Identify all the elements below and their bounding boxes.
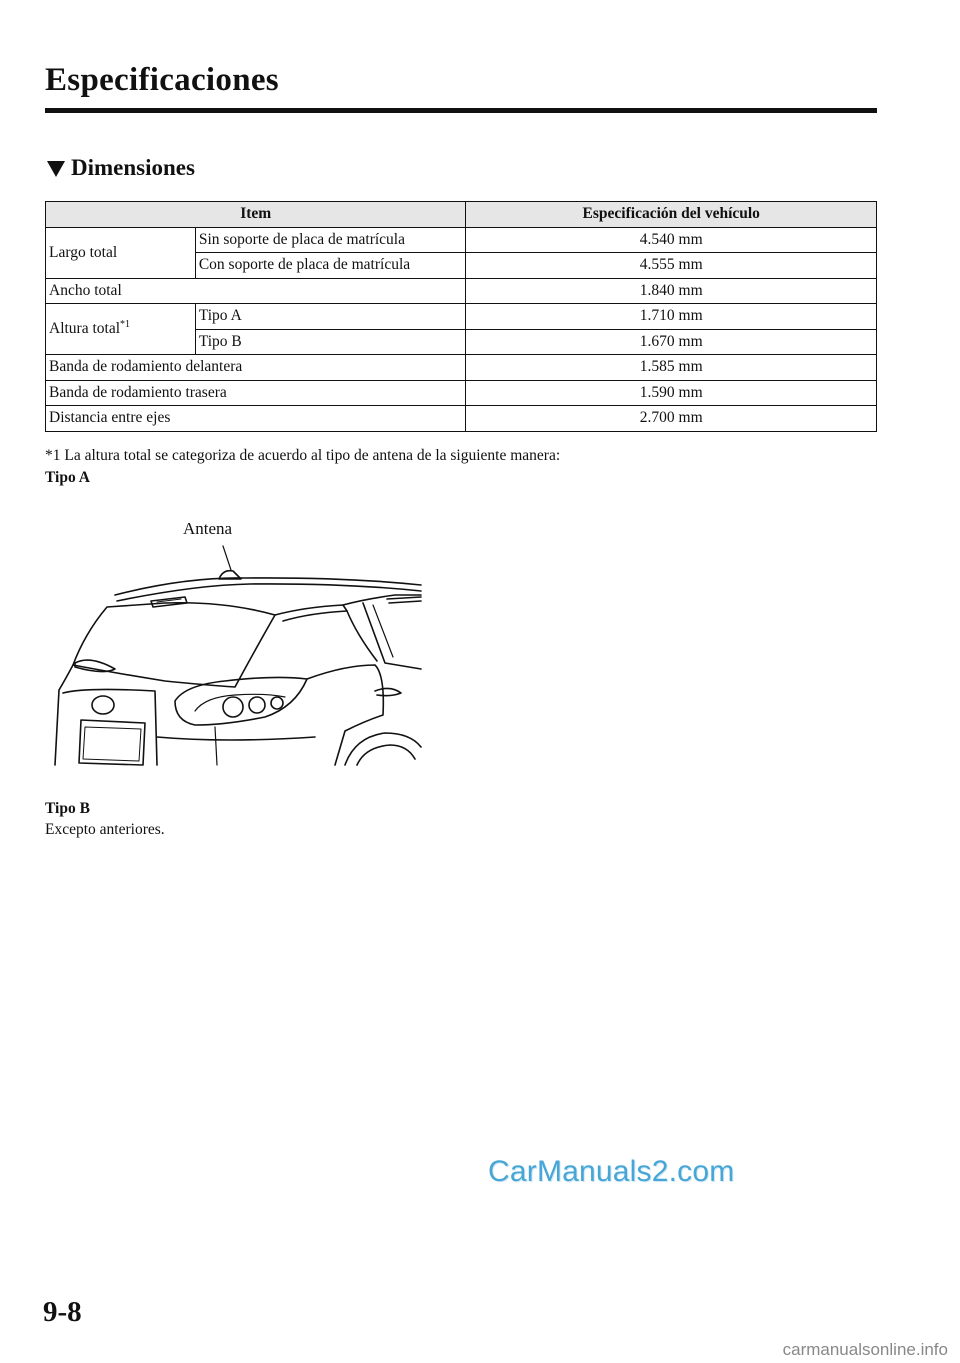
page-header (45, 58, 877, 102)
antenna-label: Antena (183, 519, 233, 538)
row-value: 1.670 mm (466, 329, 877, 355)
header-spec: Especificación del vehículo (466, 202, 877, 228)
row-value: 1.710 mm (466, 304, 877, 330)
row-sublabel: Sin soporte de placa de matrícula (195, 227, 466, 253)
type-b-description: Excepto anteriores. (45, 821, 165, 838)
table-row (46, 355, 877, 381)
row-value: 2.700 mm (466, 406, 877, 432)
row-label: Distancia entre ejes (46, 406, 466, 432)
type-b-label: Tipo B (45, 800, 90, 817)
header-item: Item (46, 202, 466, 228)
row-value: 1.840 mm (466, 278, 877, 304)
row-value: 1.585 mm (466, 355, 877, 381)
triangle-down-icon (47, 161, 65, 177)
row-sublabel: Tipo A (195, 304, 466, 330)
row-label-text: Altura total (49, 320, 121, 337)
table-row (46, 278, 877, 304)
row-value: 4.540 mm (466, 227, 877, 253)
page-title: Especificaciones (45, 62, 279, 98)
footnote: *1 La altura total se categoriza de acuerdo al tipo de antena de la siguiente manera: (45, 447, 561, 464)
footnote-ref: *1 (120, 318, 131, 330)
row-label: Ancho total (46, 278, 466, 304)
car-rear-illustration (45, 515, 425, 770)
table-header-row (46, 202, 877, 228)
row-label: Banda de rodamiento trasera (46, 380, 466, 406)
section-heading (47, 155, 195, 181)
row-value: 1.590 mm (466, 380, 877, 406)
dimensions-table (45, 201, 877, 432)
page-number: 9-8 (43, 1296, 82, 1328)
row-label: Largo total (46, 227, 196, 278)
row-sublabel: Con soporte de placa de matrícula (195, 253, 466, 279)
table-row (46, 380, 877, 406)
row-value: 4.555 mm (466, 253, 877, 279)
site-footer: carmanualsonline.info (782, 1340, 948, 1359)
table-row (46, 406, 877, 432)
watermark: CarManuals2.com (488, 1155, 735, 1188)
header-divider (45, 108, 877, 113)
row-label: Banda de rodamiento delantera (46, 355, 466, 381)
row-sublabel: Tipo B (195, 329, 466, 355)
section-title: Dimensiones (71, 155, 195, 180)
table-row (46, 227, 877, 253)
type-a-label: Tipo A (45, 469, 90, 486)
table-row (46, 304, 877, 330)
row-label (46, 304, 196, 355)
